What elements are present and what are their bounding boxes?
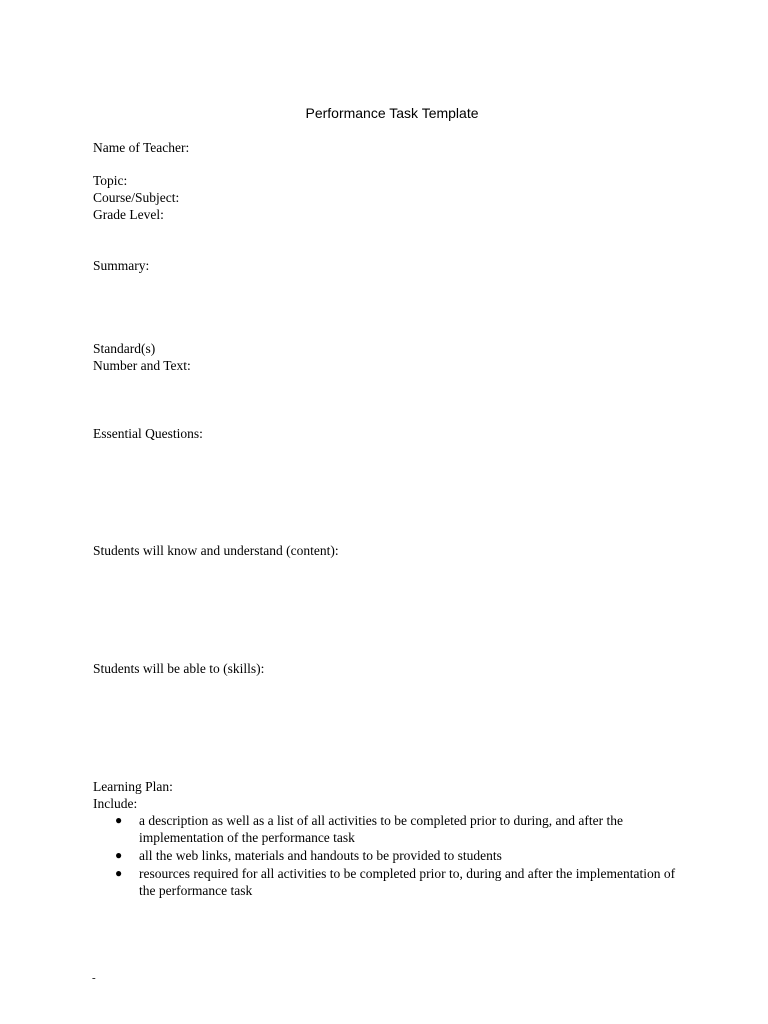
topic-label: Topic: [93,173,128,188]
content-label: Students will know and understand (content): [93,543,339,558]
bullet-icon: ● [115,813,123,827]
bullet-icon: ● [115,866,123,880]
list-item [93,865,693,899]
course-label: Course/Subject: [93,190,180,205]
footer-mark: - [92,972,96,984]
include-list [93,812,693,900]
learning-plan-label: Learning Plan: [93,779,173,794]
list-item-text: all the web links, materials and handouts to be provided to students [139,848,502,863]
summary-label: Summary: [93,258,150,273]
include-label: Include: [93,796,138,811]
teacher-label: Name of Teacher: [93,140,190,155]
essential-questions-label: Essential Questions: [93,426,203,441]
list-item [93,812,693,846]
standards-label: Standard(s) [93,341,156,356]
bullet-icon: ● [115,848,123,862]
number-text-label: Number and Text: [93,358,191,373]
list-item-text: a description as well as a list of all activities to be completed prior to during, and after the implementation of the performance task [139,813,623,845]
list-item-text: resources required for all activities to be completed prior to, during and after the implementation of the performance task [139,866,676,898]
list-item [93,847,693,864]
document-title: Performance Task Template [305,105,479,121]
skills-label: Students will be able to (skills): [93,661,265,676]
grade-label: Grade Level: [93,207,164,222]
